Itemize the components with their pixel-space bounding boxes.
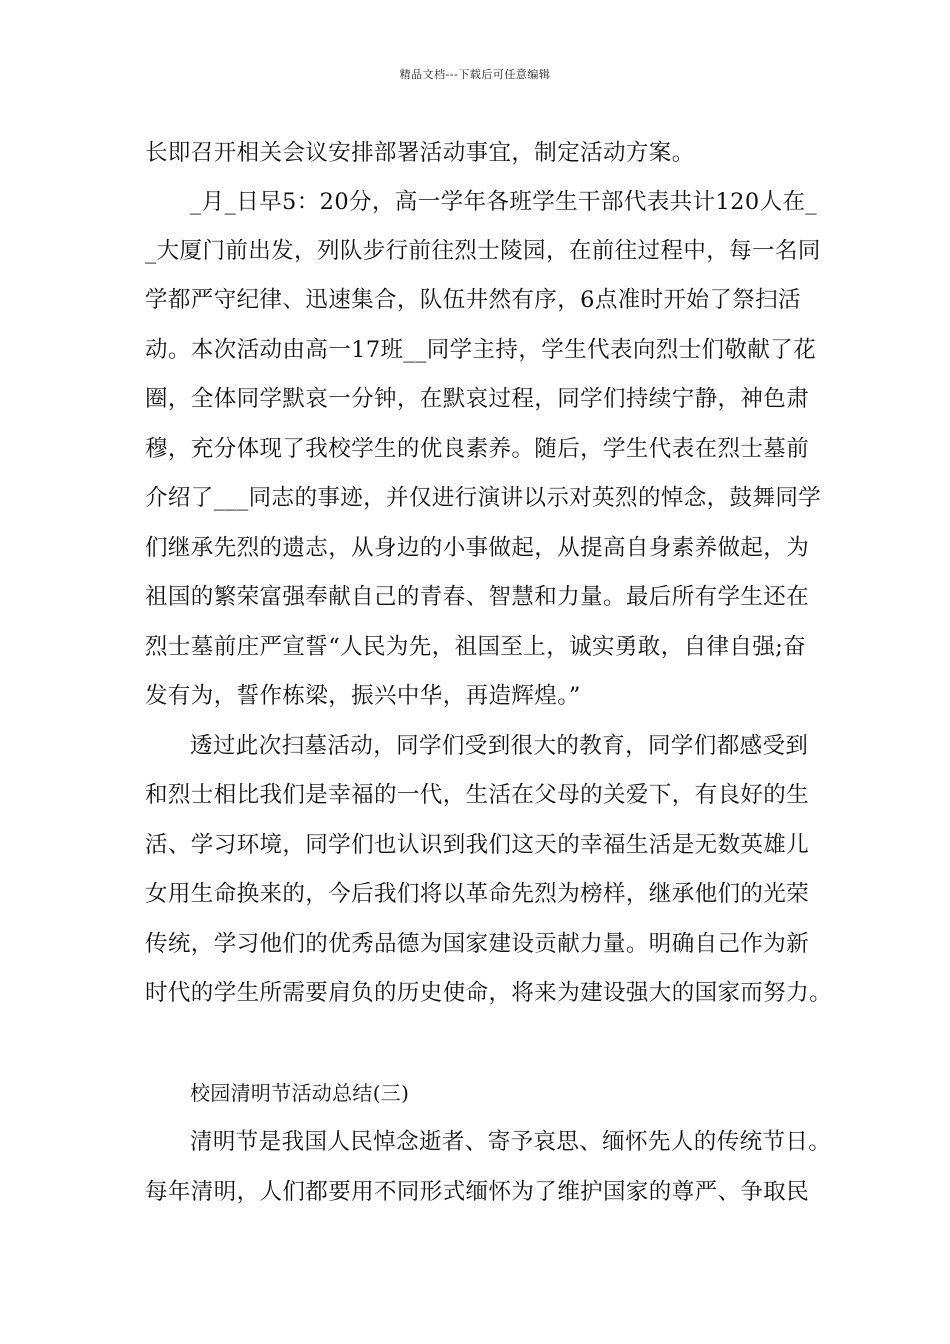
- text-line: _大厦门前出发，列队步行前往烈士陵园，在前往过程中，每一名同: [145, 238, 821, 264]
- text-line: 祖国的繁荣富强奉献自己的青春、智慧和力量。最后所有学生还在: [145, 584, 810, 610]
- text-line: 穆，充分体现了我校学生的优良素养。随后，学生代表在烈士墓前: [145, 436, 810, 462]
- text-line: 清明节是我国人民悼念逝者、寄予哀思、缅怀先人的传统节日。: [190, 1129, 832, 1155]
- page-header: 精品文档---下载后可任意编辑: [399, 68, 551, 81]
- text-line: 圈，全体同学默哀一分钟，在默哀过程，同学们持续宁静，神色肃: [145, 386, 810, 412]
- text-line: 透过此次扫墓活动，同学们受到很大的教育，同学们都感受到: [190, 733, 809, 759]
- text-line: 每年清明，人们都要用不同形式缅怀为了维护国家的尊严、争取民: [145, 1179, 810, 1205]
- section-heading: 校园清明节活动总结(三): [190, 1081, 410, 1105]
- text-line: 活、学习环境，同学们也认识到我们这天的幸福生活是无数英雄儿: [145, 832, 810, 858]
- text-line: 和烈士相比我们是幸福的一代，生活在父母的关爱下，有良好的生: [145, 782, 810, 808]
- text-line: 动。本次活动由高一17班__同学主持，学生代表向烈士们敬献了花: [145, 337, 817, 363]
- text-line: 发有为，誓作栋梁，振兴中华，再造辉煌。”: [145, 683, 581, 709]
- text-line: 长即召开相关会议安排部署活动事宜，制定活动方案。: [145, 140, 695, 166]
- text-line: 时代的学生所需要肩负的历史使命，将来为建设强大的国家而努力。: [145, 980, 833, 1006]
- text-line: 女用生命换来的，今后我们将以革命先烈为榜样，继承他们的光荣: [145, 881, 810, 907]
- text-line: _月_日早5：20分，高一学年各班学生干部代表共计120人在_: [190, 189, 818, 215]
- text-line: 们继承先烈的遗志，从身边的小事做起，从提高自身素养做起，为: [145, 535, 810, 561]
- text-line: 学都严守纪律、迅速集合，队伍井然有序，6点准时开始了祭扫活: [145, 287, 801, 313]
- text-line: 传统，学习他们的优秀品德为国家建设贡献力量。明确自己作为新: [145, 931, 810, 957]
- text-line: 烈士墓前庄严宣誓“人民为先，祖国至上，诚实勇敢，自律自强;奋: [145, 634, 807, 660]
- text-line: 介绍了___同志的事迹，并仅进行演讲以示对英烈的悼念，鼓舞同学: [145, 485, 822, 511]
